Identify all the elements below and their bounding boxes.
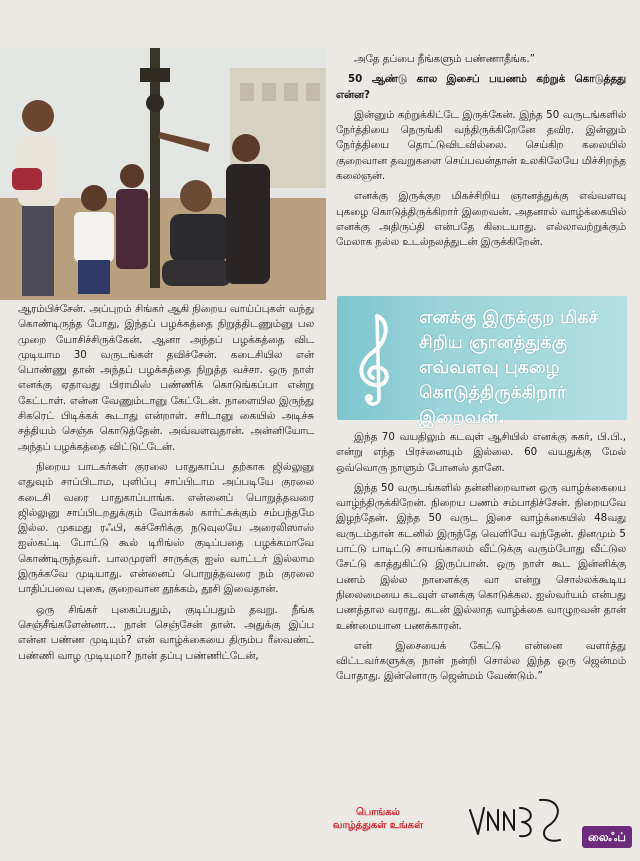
- family-photo-illustration: [0, 48, 326, 300]
- left-paragraph-1: ஆரம்பிச்சேன். அப்புறம் சிங்கர் ஆகி நிறைய வாய்ப்புகள் வந்து கொண்டிருந்த போது, இந்தப் பழக்கத்தை நிறுத்திடணும்னு பல முறை யோசிச்சிருக்கேன். ஆனா அந்தப் பழக்கத்தை விட முடியாம 30 வருடங்கள் தவிச்சேன். கடைசியில என் பொண்ணு தான் அந்தப் பழக்கத்தை நிறுத்த வச்சா. ஒரு நாள் எனக்கு ஏதாவது பிராமிஸ் பண்ணிக் கொடுங்கப்பா என்று கேட்டாள். என்ன வேணும்டானு கேட்டேன். நாளையில இருந்து சிகரெட் பிடிக்கக் கூடாது என்றாள். சரிடானு கையில் அடிச்சு சத்தியம் செஞ்சு கொடுத்தேன். அவ்வளவுதான். அன்னியோட அந்தப் பழக்கத்தை விட்டுட்டேன்.: [18, 303, 314, 453]
- right-column-top: [336, 52, 626, 256]
- left-paragraph-3: ஒரு சிங்கர் புகைப்பதும், குடிப்பதும் தவறு. நீங்க செஞ்சீங்களேன்னா... நான் செஞ்சேன் தான். அதுக்கு இப்ப என்ன பண்ண முடியும்? என் வாழ்க்கையை திரும்ப ரீவைண்ட் பண்ணி வாழ முடியுமா? நான் தப்பு பண்ணிட்டேன்,: [18, 603, 314, 662]
- left-paragraph-2: நிறைய பாடகர்கள் குரலை பாதுகாப்ப தற்காக ஜில்லுனு எதுவும் சாப்பிடாம, புளிப்பு சாப்பிடாம அப்படியே குரலை கடைசி வரை பாதுகாப்பாங்க. என்னைப் பொறுத்தவரை ஜில்லுனு சாப்பிடறதுக்கும் வோக்கல் கார்ட்சுக்கும் சம்பந்தமே இல்ல. முகமது ரஃபி, கச்சேரிக்கு நடுவுலயே அரைலிஸாஸ் ஐஸ்கட்டி போட்டு கூல் டிரிங்ஸ் குடிப்பதை பழக்கமாவே கொண்டிருந்தவர். பாலமுரளி சாருக்கு ஐஸ் வாட்டர் இல்லாம இருக்கவே முடியாது. என்னைப் பொறுத்தவரை நம் குரலை பாதிப்பவை புகை, குறைவான தூக்கம், தூசி இவைதான்.: [18, 460, 314, 596]
- right-paragraph-3: இந்த 70 வயதிலும் கடவுள் ஆசியில் எனக்கு சுகர், பி.பி., என்று எந்த பிரச்னையும் இல்லை. 60 வயதுக்கு மேல் ஒவ்வொரு நாளும் போனஸ் தானே.: [336, 431, 626, 474]
- pongal-greeting: பொங்கல் வாழ்த்துகள் உங்கள்: [332, 807, 424, 831]
- right-column-bottom: [336, 430, 626, 690]
- pull-quote-box: [337, 296, 627, 428]
- right-paragraph-1: இன்னும் கற்றுக்கிட்டே இருக்கேன். இந்த 50 வருடங்களில் நேர்த்தியை நெருங்கி வந்திருக்கிறேனே தவிர. இன்னும் நேர்த்தியை தொட்டுவிடவில்லை. செய்கிற கலையில் குறைவான தவறுகளை செய்பவன்தான் உலகிலேயே மிச்சிறந்த கலைஞன்.: [336, 108, 626, 183]
- right-paragraph-2: எனக்கு இருக்குற மிகச்சிறிய ஞானத்துக்கு எவ்வளவு புகழை கொடுத்திருக்கிறார் இறைவன். அதனால் வாழ்க்கையில் எனக்கு அதிருப்தி என்பதே கிடையாது. எல்லாவற்றுக்கும் மேலாக நல்ல உடல்நலத்துடன் இருக்கிறேன்.: [336, 190, 626, 249]
- left-column: [18, 302, 314, 669]
- pull-quote-text: எனக்கு இருக்குற மிகச் சிறிய ஞானத்துக்கு எவ்வளவு புகழை கொடுத்திருக்கிறார் இறைவன்.: [419, 308, 599, 428]
- interview-question: 50 ஆண்டு கால இசைப் பயணம் கற்றுக் கொடுத்தது என்ன?: [336, 73, 626, 101]
- life-section-logo: லைஃப்: [582, 826, 632, 848]
- family-photo: [0, 48, 326, 300]
- signature-icon: [464, 790, 584, 850]
- right-paragraph-5: என் இசையைக் கேட்டு என்னை வளர்த்து விட்டவர்களுக்கு நான் நன்றி சொல்ல இந்த ஒரு ஜென்மம் போதாது. இன்னொரு ஜென்மம் வேண்டும்.”: [336, 639, 626, 683]
- treble-clef-icon: [347, 308, 403, 408]
- right-lead-line: அதே தப்பை நீங்களும் பண்ணாதீங்க.”: [354, 53, 535, 65]
- right-paragraph-4: இந்த 50 வருடங்களில் தன்னிறைவான ஒரு வாழ்க்கையை வாழ்ந்திருக்கிறேன். நிறைய பணம் சம்பாதிச்சேன். நிறையவே இழந்தேன். இந்த 50 வருட இசை வாழ்க்கையில் 48வது வருடம்தான் கடனில் இருந்தே வெளியே வந்தேன். தினமும் 5 பாட்டு பாடிட்டு சாயங்காலம் வீட்டுக்கு வரும்போது வீட்டுல சேட்டு காத்துகிட்டு இருப்பான். ஒரு நாள் கூட இன்னிக்கு பணம் இல்ல நாளைக்கு வா என்று சொல்லக்கூடிய நிலைமையை கடவுள் எனக்கு கொடுக்கல. ஐஸ்வர்யம் என்பது பணத்தால வராது. கடன் இல்லாத வாழ்க்கை வாழுறவன் தான் உண்மையான பணக்காரன்.: [336, 481, 626, 632]
